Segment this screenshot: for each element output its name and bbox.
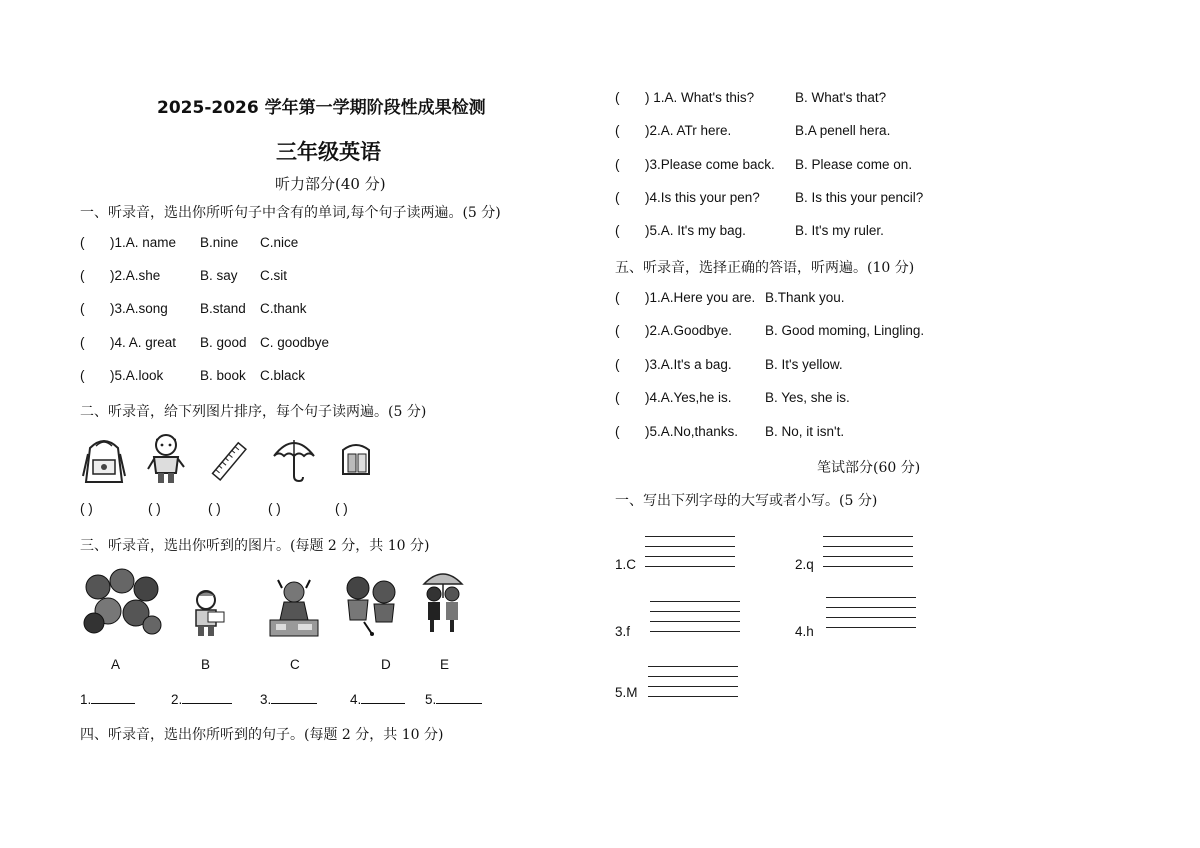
option-a: )2.A. ATr here. — [645, 123, 732, 138]
option-b: B. It's yellow. — [765, 357, 843, 372]
section1-heading: 一、听录音，选出你所听句子中含有的单词,每个句子读两遍。(5 分) — [80, 205, 501, 221]
writing-line — [645, 566, 735, 567]
writing-line — [826, 627, 916, 628]
option-b: B.Thank you. — [765, 290, 845, 305]
answer-paren[interactable]: ( — [80, 268, 85, 283]
option-b: B. good — [200, 335, 247, 350]
answer-blank-1[interactable] — [80, 691, 135, 707]
section1-item-1 — [80, 235, 299, 250]
answer-number: 4. — [350, 692, 362, 707]
backpack-icon — [80, 436, 128, 486]
written-part-label: 笔试部分(60 分) — [817, 460, 921, 476]
writing-line — [648, 666, 738, 667]
option-b: B. Is this your pencil? — [795, 190, 924, 205]
answer-paren[interactable]: ( — [615, 223, 620, 238]
option-c: C.nice — [260, 235, 299, 250]
option-b: B. It's my ruler. — [795, 223, 884, 238]
section5-item-3 — [615, 357, 843, 372]
writing-line — [823, 536, 913, 537]
option-b: B. No, it isn't. — [765, 424, 845, 439]
option-a: )4.Is this your pen? — [645, 190, 760, 205]
writing-line — [645, 556, 735, 557]
answer-blank-2[interactable] — [171, 691, 232, 707]
section4-heading: 四、听录音，选出你所听到的句子。(每题 2 分，共 10 分) — [80, 727, 444, 743]
answer-paren[interactable]: ( — [615, 390, 620, 405]
answer-paren[interactable]: ( — [615, 323, 620, 338]
writing-line — [650, 621, 740, 622]
option-b: B. Please come on. — [795, 157, 913, 172]
answer-paren[interactable]: ( — [615, 357, 620, 372]
order-blank-3[interactable]: ( ) — [208, 501, 221, 516]
picture-label-b: B — [201, 657, 211, 672]
option-a: )4.A.Yes,he is. — [645, 390, 732, 405]
order-blank-5[interactable]: ( ) — [335, 501, 348, 516]
writing-line — [650, 611, 740, 612]
option-a: )5.A.No,thanks. — [645, 424, 739, 439]
order-blank-1[interactable]: ( ) — [80, 501, 93, 516]
kids-talking-icon — [340, 572, 404, 636]
answer-blank-5[interactable] — [425, 691, 482, 707]
section5-item-5 — [615, 424, 845, 439]
exam-subtitle: 三年级英语 — [276, 140, 381, 164]
picture-label-e: E — [440, 657, 450, 672]
question-text: )1.A. name — [110, 235, 177, 250]
section1-item-4 — [80, 335, 330, 350]
writing-line — [650, 631, 740, 632]
umbrella-icon — [272, 436, 316, 482]
option-a: )5.A. It's my bag. — [645, 223, 746, 238]
section4-item-2 — [615, 123, 891, 138]
option-b: B.nine — [200, 235, 239, 250]
writing-line — [648, 696, 738, 697]
question-text: )2.A.she — [110, 268, 161, 283]
writing-line — [823, 546, 913, 547]
question-text: )3.A.song — [110, 301, 168, 316]
answer-paren[interactable]: ( — [80, 235, 85, 250]
option-a: )1.A.Here you are. — [645, 290, 756, 305]
answer-paren[interactable]: ( — [615, 290, 620, 305]
order-blank-4[interactable]: ( ) — [268, 501, 281, 516]
answer-blank-3[interactable] — [260, 691, 317, 707]
writing-line — [823, 556, 913, 557]
answer-paren[interactable]: ( — [615, 157, 620, 172]
pencil-box-icon — [340, 440, 372, 476]
answer-paren[interactable]: ( — [80, 335, 85, 350]
answer-number: 3. — [260, 692, 272, 707]
written-section1-heading: 一、写出下列字母的大写或者小写。(5 分) — [615, 493, 878, 509]
option-a: )3.A.It's a bag. — [645, 357, 732, 372]
writing-line — [650, 601, 740, 602]
section4-item-3 — [615, 157, 913, 172]
option-a: )3.Please come back. — [645, 157, 775, 172]
girl-desk-icon — [266, 578, 322, 640]
letter-prompt: 5.M — [615, 685, 638, 700]
answer-blank-4[interactable] — [350, 691, 405, 707]
writing-line — [648, 676, 738, 677]
section1-item-3 — [80, 301, 307, 316]
crowd-icon — [80, 565, 164, 639]
letter-prompt: 4.h — [795, 624, 814, 639]
answer-number: 1. — [80, 692, 92, 707]
exam-title: 2025-2026 学年第一学期阶段性成果检测 — [157, 98, 486, 118]
picture-label-c: C — [290, 657, 300, 672]
section4-item-4 — [615, 190, 924, 205]
letter-prompt: 2.q — [795, 557, 814, 572]
girls-umbrella-icon — [420, 568, 466, 636]
option-c: C.sit — [260, 268, 287, 283]
answer-paren[interactable]: ( — [615, 190, 620, 205]
writing-line — [823, 566, 913, 567]
question-text: )4. A. great — [110, 335, 177, 350]
option-c: C. goodbye — [260, 335, 330, 350]
letter-prompt: 3.f — [615, 624, 631, 639]
listening-part-label: 听力部分(40 分) — [275, 175, 386, 193]
answer-paren[interactable]: ( — [80, 368, 85, 383]
answer-paren[interactable]: ( — [615, 424, 620, 439]
boy-icon — [146, 433, 186, 485]
option-b: B. Good moming, Lingling. — [765, 323, 925, 338]
option-c: C.black — [260, 368, 306, 383]
writing-line — [645, 546, 735, 547]
section5-item-4 — [615, 390, 850, 405]
writing-line — [826, 617, 916, 618]
section1-item-5 — [80, 368, 306, 383]
letter-prompt: 1.C — [615, 557, 637, 572]
section4-item-5 — [615, 223, 884, 238]
question-text: )5.A.look — [110, 368, 164, 383]
section3-heading: 三、听录音，选出你听到的图片。(每题 2 分，共 10 分) — [80, 538, 430, 554]
section2-heading: 二、听录音，给下列图片排序，每个句子读两遍。(5 分) — [80, 404, 427, 420]
writing-line — [645, 536, 735, 537]
picture-label-a: A — [111, 657, 121, 672]
writing-line — [826, 597, 916, 598]
answer-number: 5. — [425, 692, 437, 707]
order-blank-2[interactable]: ( ) — [148, 501, 161, 516]
option-b: B. say — [200, 268, 238, 283]
boy-reading-icon — [188, 588, 228, 638]
writing-line — [648, 686, 738, 687]
section5-heading: 五、听录音，选择正确的答语，听两遍。(10 分) — [615, 260, 915, 276]
option-b: B. Yes, she is. — [765, 390, 850, 405]
answer-paren[interactable]: ( — [80, 301, 85, 316]
section5-item-2 — [615, 323, 925, 338]
picture-label-d: D — [381, 657, 391, 672]
option-a: )2.A.Goodbye. — [645, 323, 733, 338]
section5-item-1 — [615, 290, 845, 305]
option-b: B. What's that? — [795, 90, 887, 105]
section4-item-1 — [615, 90, 887, 105]
option-b: B.stand — [200, 301, 246, 316]
option-b: B. book — [200, 368, 246, 383]
answer-number: 2. — [171, 692, 183, 707]
writing-line — [826, 607, 916, 608]
option-c: C.thank — [260, 301, 307, 316]
answer-paren[interactable]: ( — [615, 123, 620, 138]
option-b: B.A penell hera. — [795, 123, 891, 138]
answer-paren[interactable]: ( — [615, 90, 620, 105]
option-a: ) 1.A. What's this? — [645, 90, 755, 105]
ruler-icon — [210, 440, 250, 484]
section1-item-2 — [80, 268, 287, 283]
